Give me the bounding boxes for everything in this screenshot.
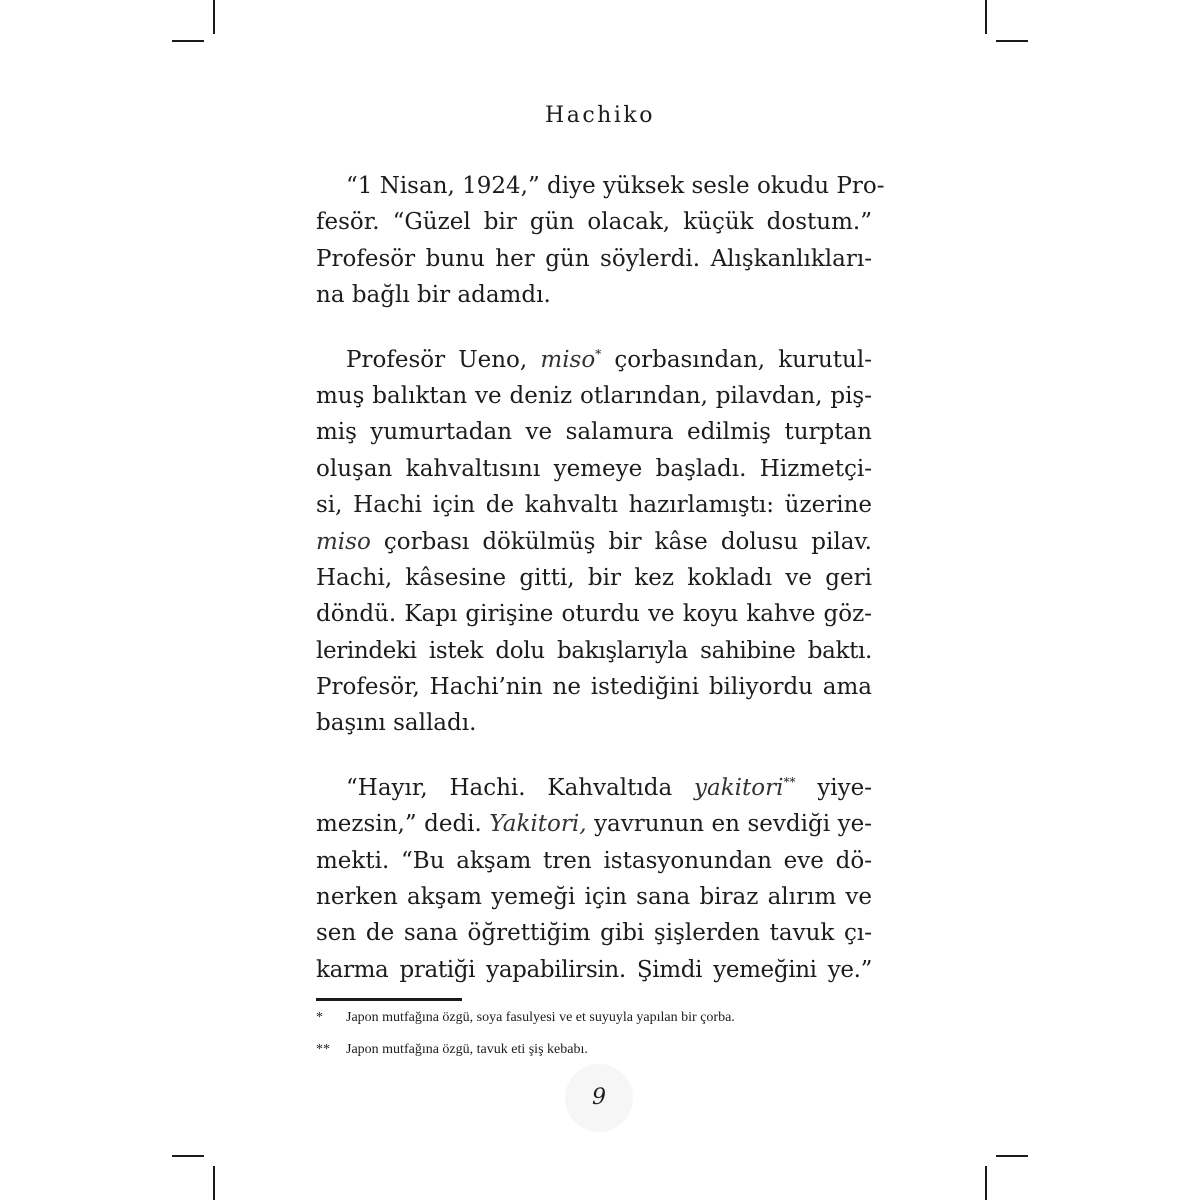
text-segment: mezsin,” dedi. [316,811,490,838]
text-line [316,342,872,378]
italic-term-yakitori: yakitori [694,774,784,801]
text-line: döndü. Kapı girişine oturdu ve koyu kahve göz- [316,601,872,628]
crop-mark-bottom-right-horizontal [996,1155,1028,1157]
running-head: Hachiko [545,103,655,128]
footnote-1 [316,1008,735,1028]
text-line: Profesör bunu her gün söylerdi. Alışkanlıkları- [316,245,872,272]
crop-mark-top-right [985,0,987,34]
text-line: muş balıktan ve deniz otlarından, pilavdan, piş- [316,382,872,409]
text-segment: yavrunun en sevdiği ye- [586,811,872,838]
body-text [316,168,885,1016]
paragraph-1 [316,168,885,314]
text-segment: çorbası dökülmüş bir kâse dolusu pilav. [370,528,872,555]
text-line: Hachi, kâsesine gitti, bir kez kokladı ve geri [316,564,872,591]
footnote-mark: ** [316,1042,330,1057]
footnote-mark: * [316,1010,323,1025]
text-line: mekti. “Bu akşam tren istasyonundan eve dö- [316,847,872,874]
text-line [316,806,872,842]
footnote-text: Japon mutfağına özgü, soya fasulyesi ve et suyuyla yapılan bir çorba. [346,1010,735,1025]
text-line: si, Hachi için de kahvaltı hazırlamıştı: üzerine [316,492,872,519]
footnote-rule [316,998,462,1001]
footnote-marker: ** [783,774,796,789]
text-line: başını salladı. [316,710,477,737]
italic-term-yakitori: Yakitori, [489,811,587,838]
text-line [316,524,872,560]
text-line: karma pratiği yapabilirsin. Şimdi yemeğini ye.” [316,956,872,983]
text-segment: yiye- [795,774,872,801]
text-line: na bağlı bir adamdı. [316,282,551,309]
text-segment: çorbasından, kurutul- [601,346,872,373]
text-line: “1 Nisan, 1924,” diye yüksek sesle okudu Pro- [346,173,885,199]
text-line [316,770,872,806]
footnote-text: Japon mutfağına özgü, tavuk eti şiş kebabı. [346,1042,588,1057]
text-line: lerindeki istek dolu bakışlarıyla sahibine baktı. [316,637,872,664]
footnote-marker: * [595,346,602,361]
crop-mark-bottom-left-horizontal [172,1155,204,1157]
crop-mark-top-right-horizontal [996,40,1028,42]
crop-mark-bottom-right [985,1166,987,1200]
text-line: oluşan kahvaltısını yemeye başladı. Hizmetçi- [316,455,872,482]
text-line: sen de sana öğrettiğim gibi şişlerden tavuk çı- [316,920,872,947]
page-number: 9 [592,1085,606,1110]
crop-mark-bottom-left [213,1166,215,1200]
crop-mark-top-left-horizontal [172,40,204,42]
text-segment: “Hayır, Hachi. Kahvaltıda [346,774,695,801]
italic-term-miso: miso [316,528,371,555]
paragraph-3 [316,770,872,988]
text-line: nerken akşam yemeği için sana biraz alırım ve [316,884,872,911]
text-segment: Profesör Ueno, [346,346,541,373]
paragraph-2 [316,342,872,742]
footnote-2 [316,1040,588,1060]
text-line: Profesör, Hachi’nin ne istediğini biliyordu ama [316,674,872,701]
text-line: fesör. “Güzel bir gün olacak, küçük dostum.” [316,209,872,236]
text-line: miş yumurtadan ve salamura edilmiş turptan [316,419,872,446]
crop-mark-top-left [213,0,215,34]
italic-term-miso: miso [540,346,596,373]
